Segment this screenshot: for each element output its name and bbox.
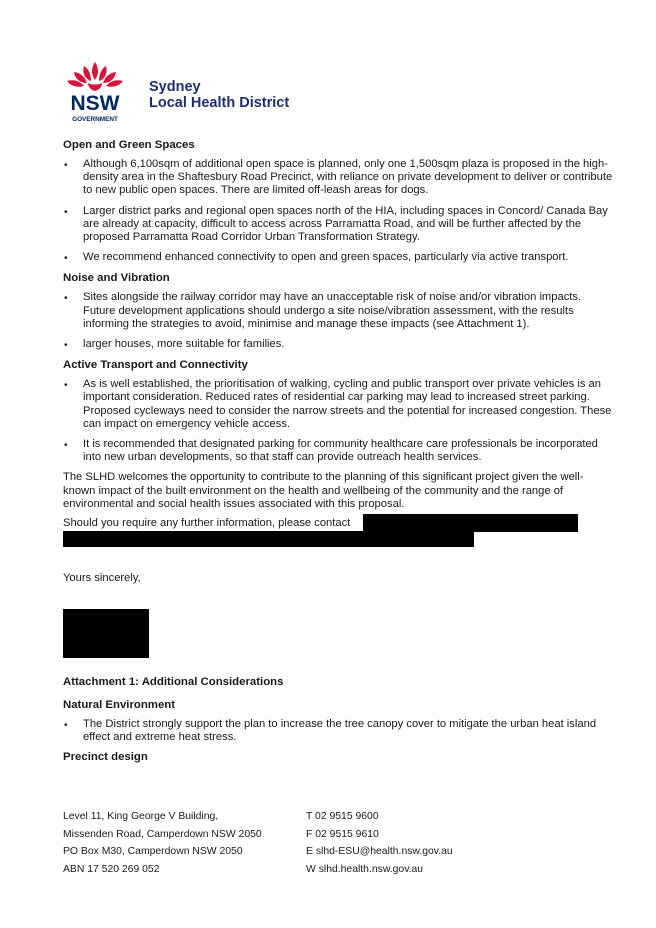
attachment-heading: Attachment 1: Additional Considerations	[63, 676, 284, 688]
footer-address	[63, 808, 262, 878]
section-natural-environment	[63, 698, 615, 751]
section-heading: Open and Green Spaces	[63, 139, 195, 151]
list-item: • Although 6,100sqm of additional open space is planned, only one 1,500sqm plaza is proposed in the high-density area in the Shaftesbury Road Precinct, with reliance on private development to deliver or contribute to new public open spaces. There are limited off-leash areas for dogs.	[64, 158, 613, 197]
waratah-icon	[62, 58, 128, 126]
bullet-icon: •	[64, 253, 68, 265]
org-name-line1: Sydney	[149, 79, 201, 95]
bullet-icon: •	[64, 380, 68, 392]
nsw-government-logo	[62, 58, 128, 126]
abn-line: ABN 17 520 269 052	[63, 863, 160, 875]
letter-body	[63, 138, 615, 511]
logo-nsw-text: NSW	[70, 92, 120, 115]
list-item: • As is well established, the prioritisation of walking, cycling and public transport over private vehicles is an important consideration. Reduced rates of residential car parking may lead to increased street parking. Proposed cycleways need to consider the narrow streets and the potential for increased congestion. These can impact on emergency vehicle access.	[64, 378, 612, 430]
list-item: • Sites alongside the railway corridor may have an unacceptable risk of noise and/or vibration impacts. Future development applications should undergo a site noise/vibration assessment, with the results informing the strategies to avoid, minimise and manage these impacts (see Attachment 1).	[64, 291, 582, 330]
signoff: Yours sincerely,	[63, 572, 141, 584]
address-line: Level 11, King George V Building,	[63, 811, 219, 822]
address-line: Missenden Road, Camperdown NSW 2050	[63, 828, 262, 840]
list-item: • It is recommended that designated parking for community healthcare care professionals be incorporated into new urban developments, so that staff can provide outreach health services.	[64, 438, 598, 464]
bullet-list	[63, 158, 615, 264]
section-active-transport	[63, 358, 615, 464]
bullet-icon: •	[64, 160, 68, 171]
list-item: • Larger district parks and regional open spaces north of the HIA, including spaces in Concord/ Canada Bay are already at capacity, difficult to access across Parramatta Road, and will be further affected by the proposed Parramatta Road Corridor Urban Transformation Strategy.	[64, 204, 608, 244]
section-heading: Natural Environment	[63, 699, 176, 711]
closing-paragraph: The SLHD welcomes the opportunity to contribute to the planning of this significant project given the well-known impact of the built environment on the health and wellbeing of the community and the range of environmental and social health issues associated with this proposal.	[63, 471, 584, 510]
section-open-green-spaces	[63, 138, 615, 264]
section-heading: Active Transport and Connectivity	[63, 359, 248, 372]
bullet-icon: •	[64, 206, 68, 218]
bullet-list	[63, 378, 615, 464]
section-heading: Noise and Vibration	[63, 272, 170, 285]
address-line: PO Box M30, Camperdown NSW 2050	[63, 846, 243, 857]
org-name-line2: Local Health District	[149, 95, 290, 111]
list-item: • larger houses, more suitable for families.	[64, 338, 285, 352]
email-line: E slhd-ESU@health.nsw.gov.au	[306, 846, 453, 857]
organisation-name	[149, 79, 289, 111]
bullet-list	[63, 291, 615, 351]
bullet-icon: •	[64, 720, 68, 731]
logo-government-text: GOVERNMENT	[72, 116, 118, 123]
bullet-list	[63, 718, 615, 744]
section-noise-vibration	[63, 271, 615, 351]
footer-contact	[306, 808, 453, 878]
redacted-signature	[63, 609, 149, 658]
precinct-design-heading: Precinct design	[63, 751, 148, 763]
contact-line: Should you require any further information, please contact	[63, 517, 351, 529]
list-item: • The District strongly support the plan to increase the tree canopy cover to mitigate the urban heat island effect and extreme heat stress.	[64, 718, 597, 744]
bullet-icon: •	[64, 340, 68, 352]
list-item: • We recommend enhanced connectivity to open and green spaces, particularly via active transport.	[64, 251, 569, 265]
bullet-icon: •	[64, 440, 68, 452]
redacted-block	[63, 531, 474, 547]
redacted-block	[363, 514, 578, 532]
phone-line: T 02 9515 9600	[306, 811, 379, 822]
website-line: W slhd.health.nsw.gov.au	[306, 863, 424, 875]
fax-line: F 02 9515 9610	[306, 828, 379, 840]
bullet-icon: •	[64, 293, 68, 305]
